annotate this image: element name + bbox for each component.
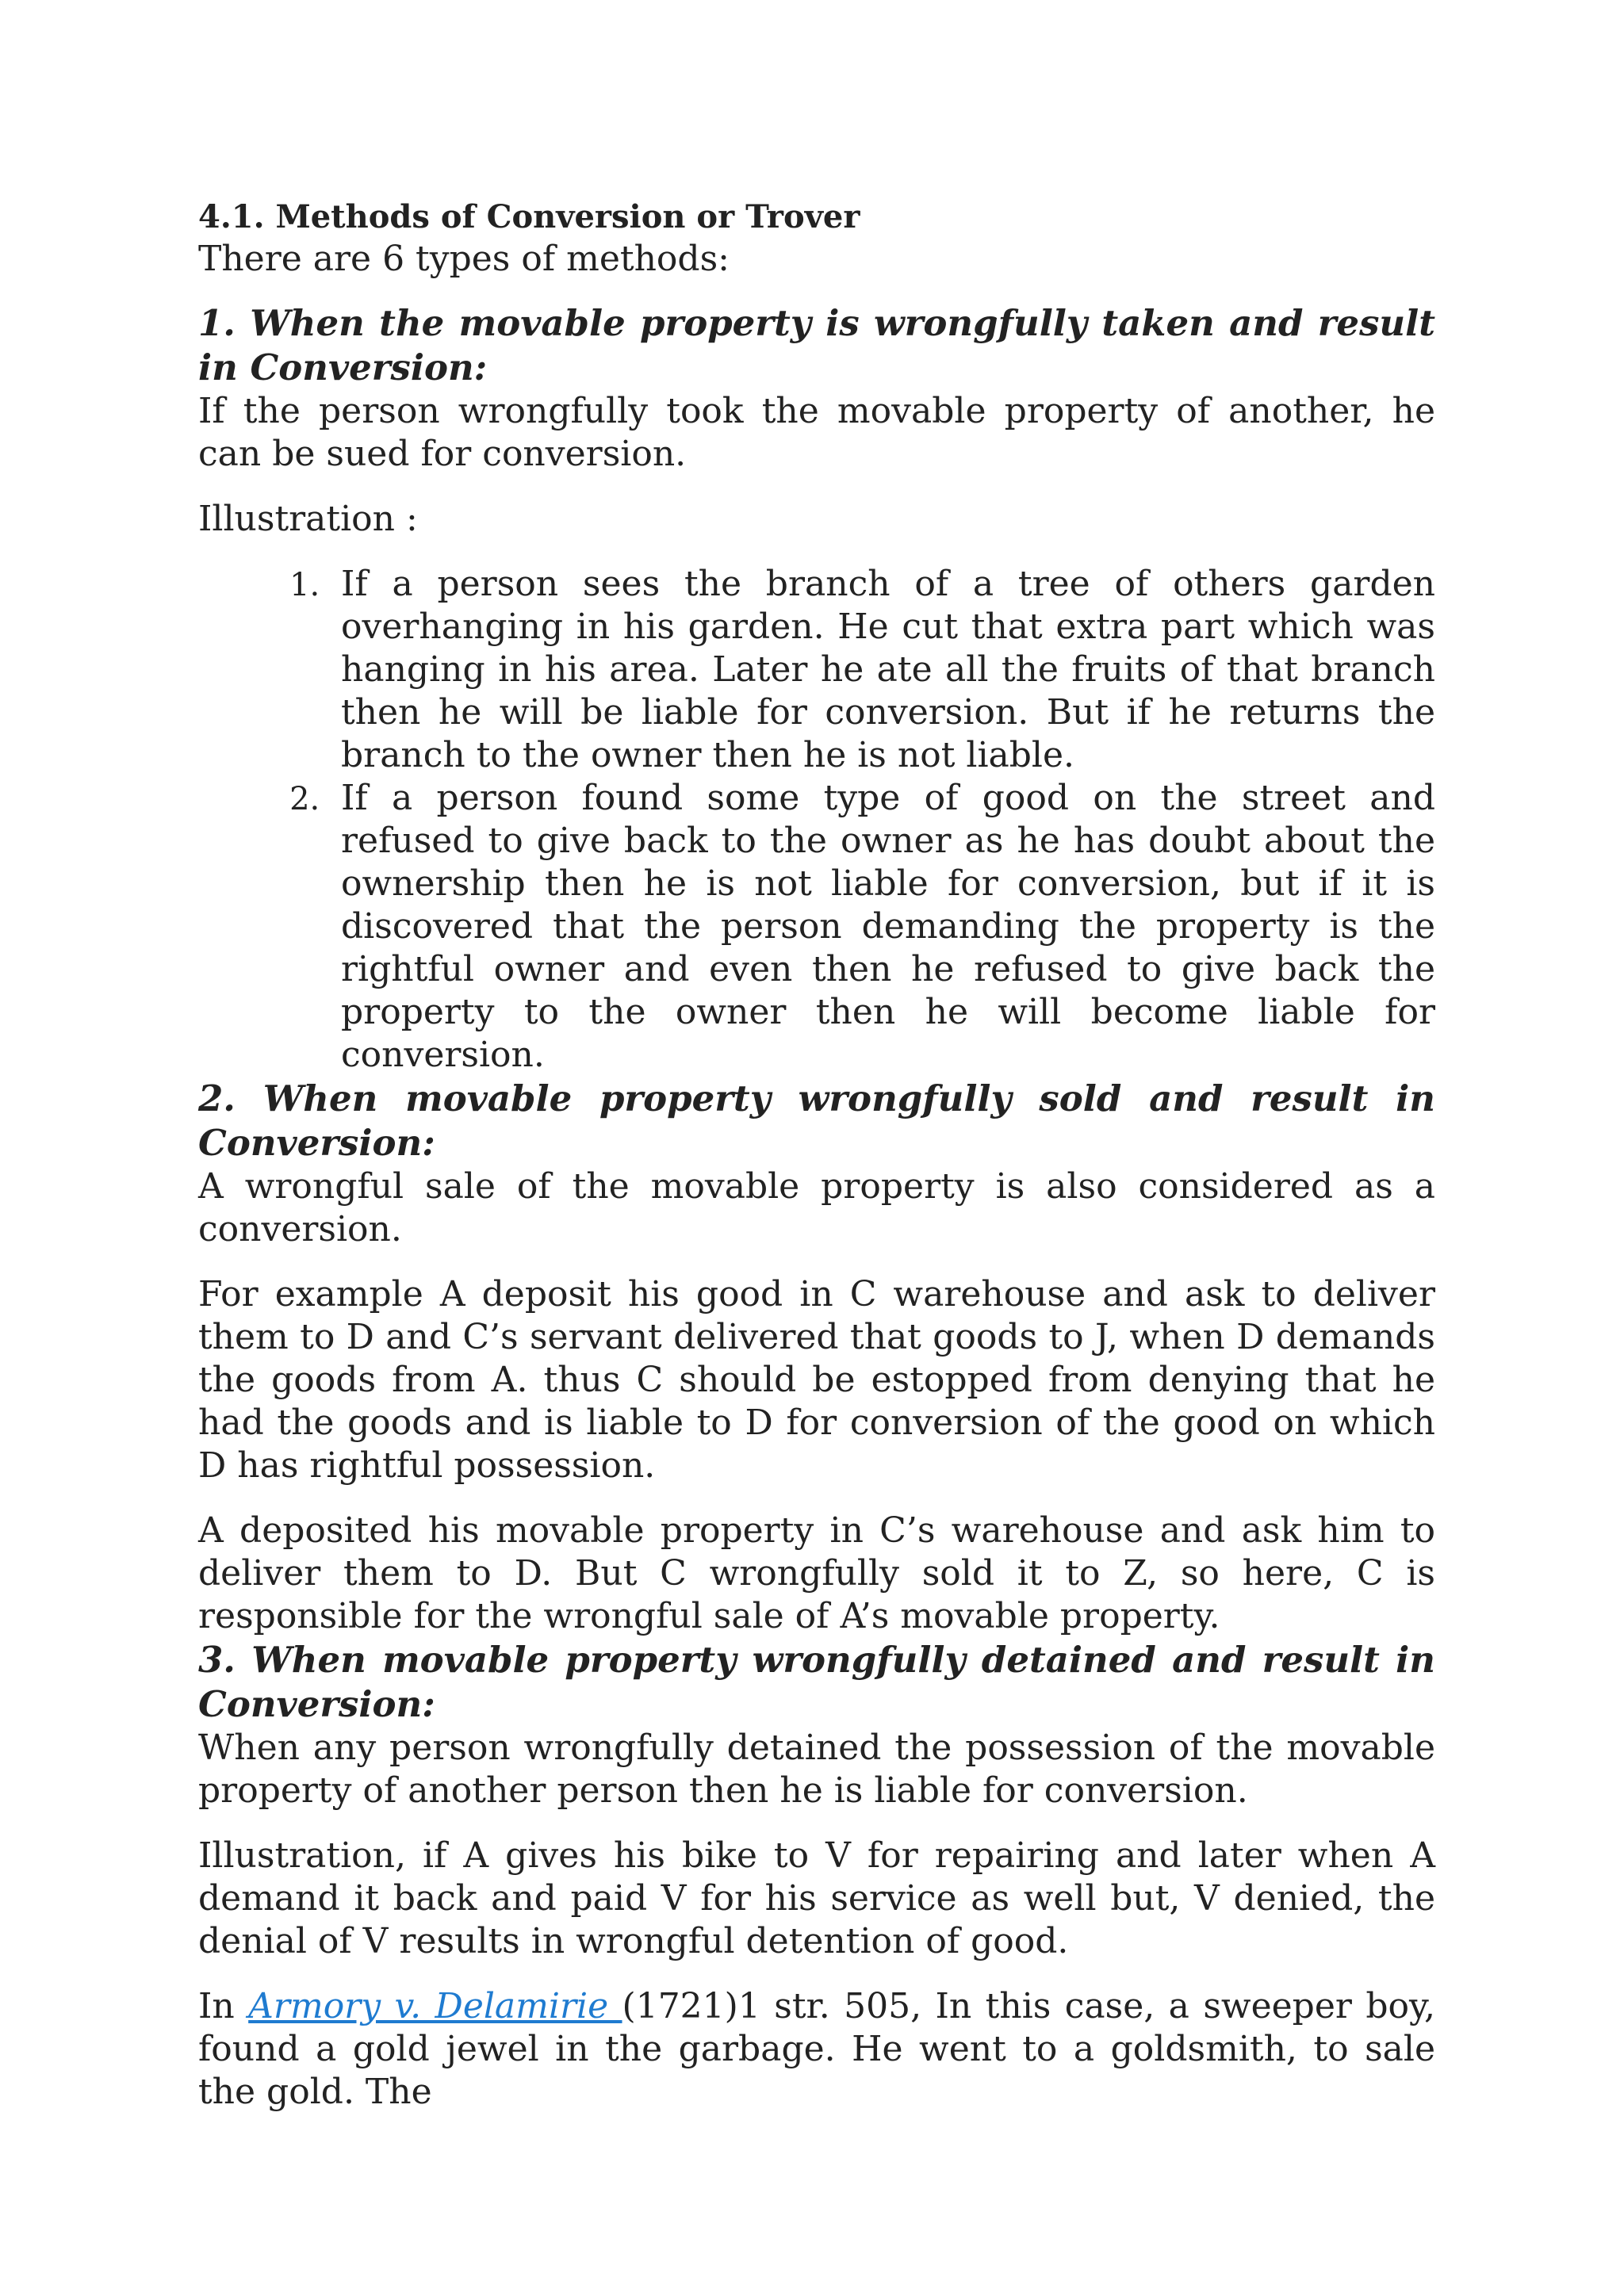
method-2-paragraph-2: For example A deposit his good in C warehouse and ask to deliver them to D and C’s servant delivered that goods to J, when D demands the goods from A. thus C should be estopped from denying that he had the goods and is liable to D for conversion of the good on which D has rightful possession. bbox=[198, 1274, 1435, 1486]
method-2-paragraph-3: A deposited his movable property in C’s warehouse and ask him to deliver them to D. But C wrongfully sold it to Z, so here, C is responsible for the wrongful sale of A’s movable property. bbox=[198, 1510, 1435, 1636]
method-3-heading: 3. When movable property wrongfully detained and result in Conversion: bbox=[198, 1639, 1435, 1725]
intro-text: There are 6 types of methods: bbox=[198, 239, 730, 279]
case-paragraph bbox=[198, 1985, 1435, 2114]
method-2-heading: 2. When movable property wrongfully sold and result in Conversion: bbox=[198, 1077, 1435, 1164]
document-page bbox=[198, 197, 1435, 2114]
case-link[interactable]: Armory v. Delamirie bbox=[248, 1986, 622, 2026]
method-2-paragraph-1: A wrongful sale of the movable property is also considered as a conversion. bbox=[198, 1166, 1435, 1249]
method-1-heading: 1. When the movable property is wrongfully taken and result in Conversion: bbox=[198, 302, 1435, 388]
method-1-body: If the person wrongfully took the movable property of another, he can be sued for conversion. bbox=[198, 391, 1435, 474]
method-3-paragraph-1: When any person wrongfully detained the possession of the movable property of another person then he is liable for conversion. bbox=[198, 1728, 1435, 1811]
method-3-paragraph-2: Illustration, if A gives his bike to V for repairing and later when A demand it back and paid V for his service as well but, V denied, the denial of V results in wrongful detention of good. bbox=[198, 1835, 1435, 1961]
illustration-list bbox=[198, 563, 1435, 1077]
section-title: 4.1. Methods of Conversion or Trover bbox=[198, 198, 860, 235]
list-item: 2. If a person found some type of good on the street and refused to give back to the owner as he has doubt about the ownership then he is not liable for conversion, but if it is discovered that the person demanding the property is the rightful owner and even then he refused to give back the property to the owner then he will become liable for conversion. bbox=[330, 777, 1435, 1077]
case-prefix: In bbox=[198, 1986, 249, 2026]
case-text: (1721)1 str. 505, In this case, a sweeper boy, found a gold jewel in the garbage. He went to a goldsmith, to sale the gold. The bbox=[198, 1986, 1435, 2112]
list-item: 1. If a person sees the branch of a tree of others garden overhanging in his garden. He cut that extra part which was hanging in his area. Later he ate all the fruits of that branch then he will be liable for conversion. But if he returns the branch to the owner then he is not liable. bbox=[330, 563, 1435, 777]
illustration-label: Illustration : bbox=[198, 499, 418, 539]
